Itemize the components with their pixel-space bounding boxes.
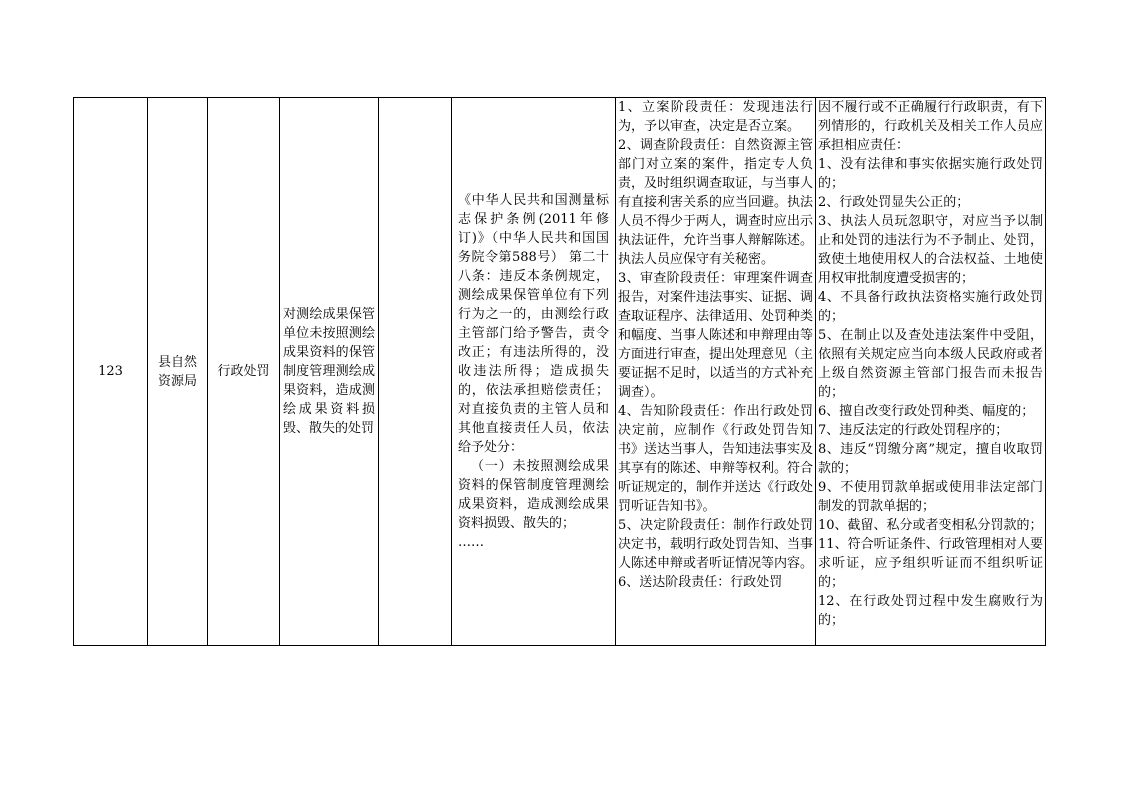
responsibility-list bbox=[616, 98, 815, 645]
responsibility-item: 6、送达阶段责任：行政处罚 bbox=[618, 575, 783, 590]
accountability-item: 11、符合听证条件、行政管理相对人要求听证，应予组织听证而不组织听证的； bbox=[818, 537, 1043, 590]
accountability-item: 12、在行政处罚过程中发生腐败行为的； bbox=[818, 594, 1043, 628]
accountability-item: 7、违反法定的行政处罚程序的； bbox=[818, 423, 1009, 438]
accountability-item: 1、没有法律和事实依据实施行政处罚的； bbox=[818, 157, 1043, 191]
responsibility-item: 4、告知阶段责任：作出行政处罚决定前，应制作《行政处罚告知书》送达当事人，告知违法事实及其享有的陈述、申辩等权利。符合听证规定的，制作并送达《行政处罚听证告知书》。 bbox=[618, 404, 814, 514]
item-name: 对测绘成果保管单位未按照测绘成果资料的保管制度管理测绘成果资料，造成测绘成果资料损毁、散失的处罚 bbox=[283, 307, 375, 436]
department: 县自然资源局 bbox=[157, 354, 197, 389]
basis-paragraph: 《中华人民共和国测量标志保护条例(2011年修订)》（中华人民共和国国务院令第588号） 第二十八条：违反本条例规定，测绘成果保管单位有下列行为之一的，由测绘行政主管部门给予警告，责令改正；有违法所得的，没收违法所得；造成损失的，依法承担赔偿责任；对直接负责的主管人员和其他直接责任人员，依法给予处分： bbox=[458, 193, 609, 455]
accountability-item: 5、在制止以及查处违法案件中受阻，依照有关规定应当向本级人民政府或者上级自然资源主管部门报告而未报告的； bbox=[818, 328, 1043, 400]
accountability-item: 10、截留、私分或者变相私分罚款的； bbox=[818, 518, 1043, 533]
row-number: 123 bbox=[74, 98, 148, 646]
basis-ellipsis: …… bbox=[458, 535, 484, 550]
responsibility-item: 5、决定阶段责任：制作行政处罚决定书，载明行政处罚告知、当事人陈述申辩或者听证情况等内容。 bbox=[618, 518, 814, 571]
sub-item bbox=[379, 98, 452, 646]
basis-paragraph: （一）未按照测绘成果资料的保管制度管理测绘成果资料，造成测绘成果资料损毁、散失的； bbox=[458, 459, 609, 531]
responsibility-item: 1、立案阶段责任：发现违法行为，予以审查，决定是否立案。 bbox=[618, 100, 813, 134]
accountability-item: 2、行政处罚显失公正的； bbox=[818, 195, 970, 210]
accountability-item: 8、违反“罚缴分离”规定，擅自收取罚款的； bbox=[818, 442, 1043, 476]
accountability-item: 3、执法人员玩忽职守，对应当予以制止和处罚的违法行为不予制止、处罚，致使土地使用权人的合法权益、土地使用权审批制度遭受损害的； bbox=[818, 214, 1043, 286]
accountability-item: 4、不具备行政执法资格实施行政处罚的； bbox=[818, 290, 1043, 324]
accountability-item: 9、不使用罚款单据或使用非法定部门制发的罚款单据的； bbox=[818, 480, 1043, 514]
power-type: 行政处罚 bbox=[208, 98, 280, 646]
responsibility-item: 2、调查阶段责任：自然资源主管部门对立案的案件，指定专人负责，及时组织调查取证，与当事人有直接利害关系的应当回避。执法人员不得少于两人，调查时应出示执法证件，允许当事人辩解陈述。执法人员应保守有关秘密。 bbox=[618, 138, 814, 267]
accountability-item: 6、擅自改变行政处罚种类、幅度的； bbox=[818, 404, 1035, 419]
accountability-item: 因不履行或不正确履行行政职责，有下列情形的，行政机关及相关工作人员应承担相应责任： bbox=[818, 100, 1043, 153]
legal-basis bbox=[452, 191, 615, 552]
accountability-list bbox=[816, 98, 1045, 645]
table-row bbox=[74, 98, 1046, 646]
responsibility-item: 3、审查阶段责任：审理案件调查报告，对案件违法事实、证据、调查取证程序、法律适用、处罚种类和幅度、当事人陈述和申辩理由等方面进行审查，提出处理意见（主要证据不足时，以适当的方式补充调查）。 bbox=[618, 271, 814, 400]
power-list-table bbox=[73, 97, 1046, 646]
